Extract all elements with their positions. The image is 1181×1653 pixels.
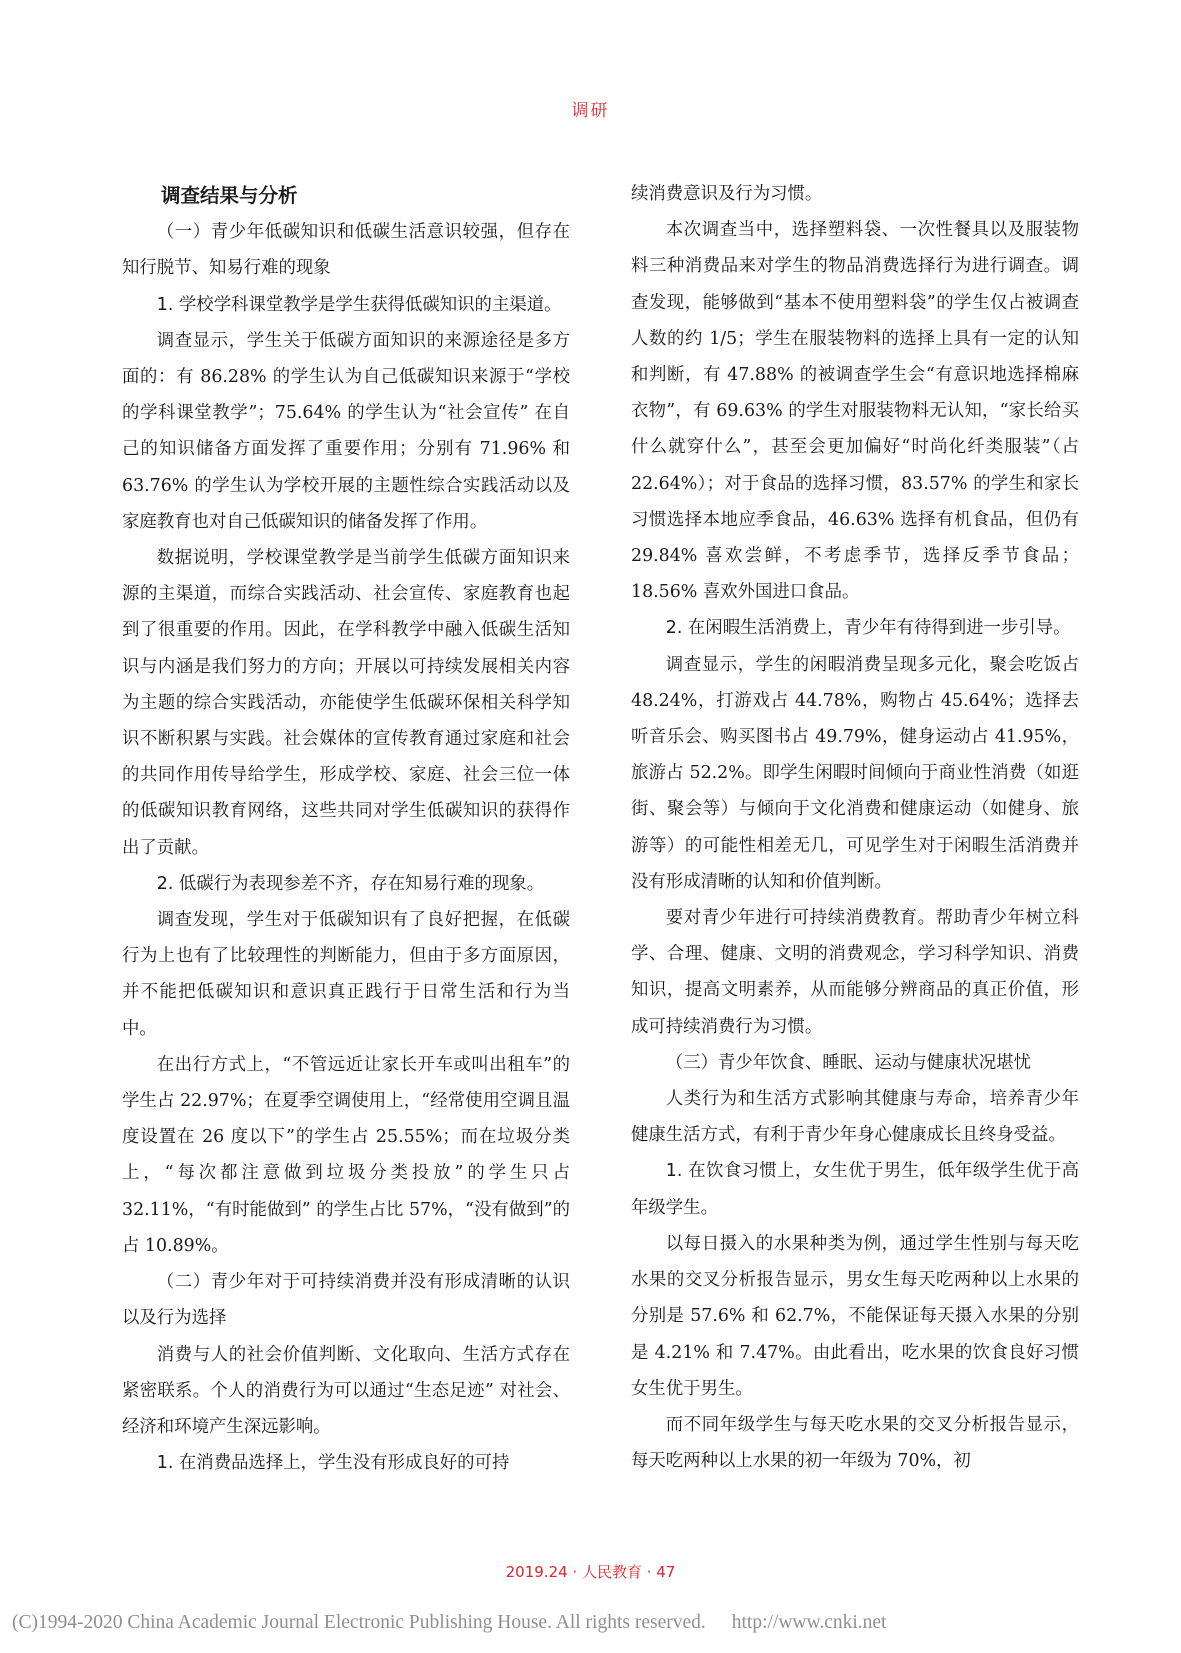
paragraph-1: 调查显示，学生关于低碳方面知识的来源途径是多方面的：有 86.28% 的学生认为自己低碳知识来源于“学校的学科课堂教学”；75.64% 的学生认为“社会宣传” 在自己的知识储备方面发挥了重要作用；分别有 71.96% 和 63.76% 的学生认为学校开展的主题性综合实践活动以及家庭教育也对自己低碳知识的储备发挥了作用。 — [122, 330, 570, 532]
page-footer: 2019.24 · 人民教育 · 47 — [505, 1563, 676, 1581]
right-column — [631, 176, 1079, 1479]
paragraph-2: 数据说明，学校课堂教学是当前学生低碳方面知识来源的主渠道，而综合实践活动、社会宣传、家庭教育也起到了很重要的作用。因此，在学科教学中融入低碳生活知识与内涵是我们努力的方向；开展以可持续发展相关内容为主题的综合实践活动，亦能使学生低碳环保相关科学知识不断积累与实践。社会媒体的宣传教育通过家庭和社会的共同作用传导给学生，形成学校、家庭、社会三位一体的低碳知识教育网络，这些共同对学生低碳知识的获得作出了贡献。 — [122, 548, 570, 858]
cnki-url: http://www.cnki.net — [731, 1612, 887, 1633]
paragraph-7: 调查显示，学生的闲暇消费呈现多元化，聚会吃饭占 48.24%，打游戏占 44.78%，购物占 45.64%；选择去听音乐会、购买图书占 49.79%，健身运动占 41.95%，旅游占 52.2%。即学生闲暇时间倾向于商业性消费（如逛街、聚会等）与倾向于文化消费和健康运动（如健身、旅游等）的可能性相差无几，可见学生对于闲暇生活消费并没有形成清晰的认知和价值判断。 — [631, 654, 1079, 892]
point-3-title: 1. 在消费品选择上，学生没有形成良好的可持 — [156, 1453, 510, 1474]
point-4-title: 2. 在闲暇生活消费上，青少年有待得到进一步引导。 — [665, 618, 1071, 639]
copyright-line — [12, 1612, 1172, 1634]
section-label: 调研 — [571, 101, 610, 121]
paragraph-10: 以每日摄入的水果种类为例，通过学生性别与每天吃水果的交叉分析报告显示，男女生每天吃两种以上水果的分别是 57.6% 和 62.7%，不能保证每天摄入水果的分别是 4.21% 和 7.47%。由此看出，吃水果的饮食良好习惯女生优于男生。 — [631, 1233, 1079, 1399]
paragraph-11: 而不同年级学生与每天吃水果的交叉分析报告显示，每天吃两种以上水果的初一年级为 70%，初 — [631, 1414, 1079, 1472]
paragraph-9: 人类行为和生活方式影响其健康与寿命，培养青少年健康生活方式，有利于青少年身心健康成长且终身受益。 — [631, 1089, 1079, 1146]
paragraph-8: 要对青少年进行可持续消费教育。帮助青少年树立科学、合理、健康、文明的消费观念，学习科学知识、消费知识，提高文明素养，从而能够分辨商品的真正价值，形成可持续消费行为习惯。 — [631, 908, 1079, 1037]
point-5-title: 1. 在饮食习惯上，女生优于男生，低年级学生优于高年级学生。 — [631, 1161, 1079, 1218]
paragraph-4: 在出行方式上，“不管远近让家长开车或叫出租车”的学生占 22.97%；在夏季空调使用上，“经常使用空调且温度设置在 26 度以下”的学生占 25.55%；而在垃圾分类上，“每次都注意做到垃圾分类投放”的学生只占 32.11%，“有时能做到” 的学生占比 57%，“没有做到”的占 10.89%。 — [122, 1054, 570, 1256]
paragraph-6: 本次调查当中，选择塑料袋、一次性餐具以及服装物料三种消费品来对学生的物品消费选择行为进行调查。调查发现，能够做到“基本不使用塑料袋”的学生仅占被调查人数的约 1/5；学生在服装物料的选择上具有一定的认知和判断，有 47.88% 的被调查学生会“有意识地选择棉麻衣物”，有 69.63% 的学生对服装物料无认知，“家长给买什么就穿什么”，甚至会更加偏好“时尚化纤类服装”（占 22.64%）；对于食品的选择习惯，83.57% 的学生和家长习惯选择本地应季食品，46.63% 选择有机食品，但仍有 29.84% 喜欢尝鲜，不考虑季节，选择反季节食品；18.56% 喜欢外国进口食品。 — [631, 220, 1079, 603]
section-title: 调查结果与分析 — [161, 184, 298, 207]
subheading-2: （二）青少年对于可持续消费并没有形成清晰的认识以及行为选择 — [122, 1272, 570, 1329]
paragraph-5: 消费与人的社会价值判断、文化取向、生活方式存在紧密联系。个人的消费行为可以通过“生态足迹” 对社会、经济和环境产生深远影响。 — [122, 1344, 570, 1437]
copyright-text: (C)1994-2020 China Academic Journal Electronic Publishing House. All rights reserved. — [12, 1612, 706, 1633]
point-1-title: 1. 学校学科课堂教学是学生获得低碳知识的主渠道。 — [156, 294, 562, 315]
point-2-title: 2. 低碳行为表现参差不齐，存在知易行难的现象。 — [156, 873, 545, 894]
left-column — [122, 178, 570, 1481]
subheading-3: （三）青少年饮食、睡眠、运动与健康状况堪忧 — [665, 1052, 1032, 1073]
point-3-title-continued: 续消费意识及行为习惯。 — [631, 184, 823, 204]
paragraph-3: 调查发现，学生对于低碳知识有了良好把握，在低碳行为上也有了比较理性的判断能力，但由于多方面原因，并不能把低碳知识和意识真正践行于日常生活和行为当中。 — [122, 910, 570, 1039]
subheading-1: （一）青少年低碳知识和低碳生活意识较强，但存在知行脱节、知易行难的现象 — [122, 222, 570, 279]
